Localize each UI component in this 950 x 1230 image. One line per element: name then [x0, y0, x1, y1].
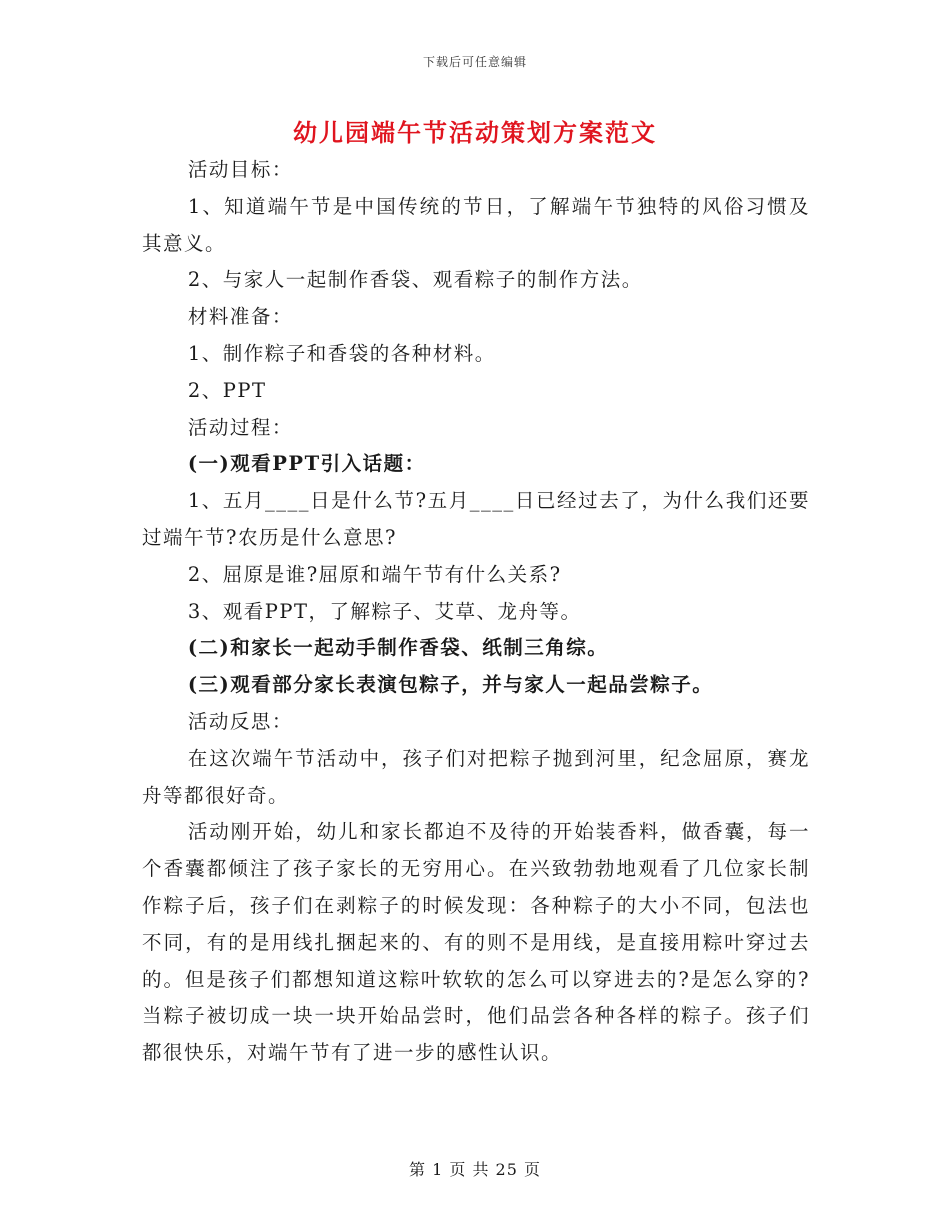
paragraph-reflection-1: 在这次端午节活动中，孩子们对把粽子抛到河里，纪念屈原，赛龙舟等都很好奇。: [142, 746, 810, 807]
step-heading-3: (三)观看部分家长表演包粽子，并与家人一起品尝粽子。: [187, 673, 714, 697]
step-heading-1: (一)观看PPT引入话题：: [187, 452, 426, 476]
step-heading-2: (二)和家长一起动手制作香袋、纸制三角综。: [187, 636, 609, 660]
section-heading-reflection: 活动反思：: [187, 709, 293, 733]
header-note: 下载后可任意编辑: [422, 55, 527, 69]
paragraph-material-1: 1、制作粽子和香袋的各种材料。: [187, 341, 496, 365]
section-heading-goals: 活动目标：: [187, 158, 293, 181]
paragraph-question-3: 3、观看PPT，了解粽子、艾草、龙舟等。: [187, 599, 582, 623]
page-number: 第 1 页 共 25 页: [409, 1160, 541, 1179]
paragraph-question-2: 2、屈原是谁?屈原和端午节有什么关系?: [187, 562, 562, 586]
paragraph-reflection-2: 活动刚开始，幼儿和家长都迫不及待的开始装香料，做香囊，每一个香囊都倾注了孩子家长的无穷用心。在兴致勃勃地观看了几位家长制作粽子后，孩子们在剥粽子的时候发现：各种粽子的大小不同，包法也不同，有的是用线扎捆起来的、有的则不是用线，是直接用粽叶穿过去的。但是孩子们都想知道这粽叶软软的怎么可以穿进去的?是怎么穿的?当粽子被切成一块一块开始品尝时，他们品尝各种各样的粽子。孩子们都很快乐，对端午节有了进一步的感性认识。: [142, 820, 810, 1065]
paragraph-goal-1: 1、知道端午节是中国传统的节日，了解端午节独特的风俗习惯及其意义。: [142, 194, 810, 255]
document-body: [142, 152, 810, 1072]
paragraph-material-2: 2、PPT: [187, 378, 267, 402]
section-heading-process: 活动过程：: [187, 415, 293, 439]
paragraph-goal-2: 2、与家人一起制作香袋、观看粽子的制作方法。: [187, 268, 643, 292]
paragraph-question-1: 1、五月____日是什么节?五月____日已经过去了，为什么我们还要过端午节?农历是什么意思?: [142, 489, 810, 549]
section-heading-materials: 材料准备：: [187, 305, 293, 329]
document-title: 幼儿园端午节活动策划方案范文: [293, 118, 657, 147]
